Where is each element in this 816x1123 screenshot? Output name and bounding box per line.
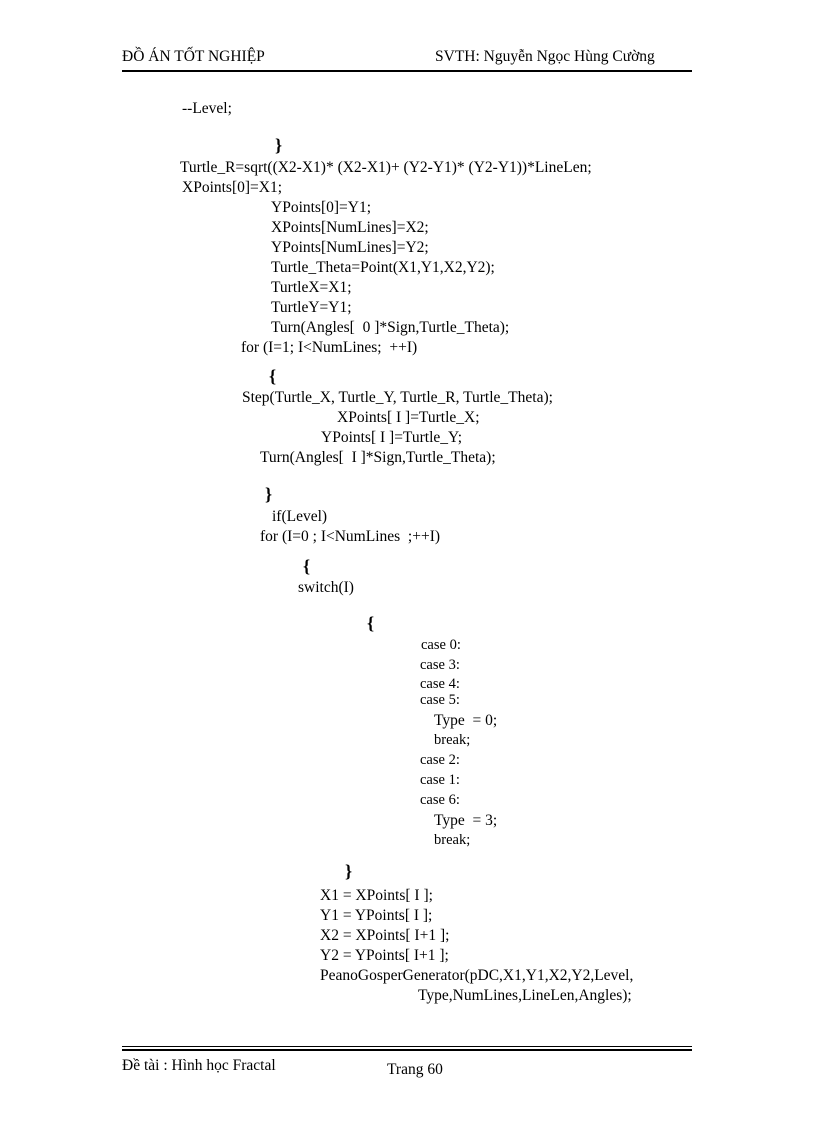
code-brace: } [275, 135, 283, 155]
code-line: switch(I) [298, 579, 354, 596]
code-brace: { [269, 366, 277, 386]
code-line: case 1: [420, 772, 460, 788]
code-line: break; [434, 832, 471, 848]
code-line: Turn(Angles[ I ]*Sign,Turtle_Theta); [260, 449, 496, 466]
code-line: XPoints[0]=X1; [182, 179, 283, 196]
code-line: if(Level) [272, 508, 328, 525]
code-line: Type = 3; [434, 812, 498, 829]
code-line: case 6: [420, 792, 460, 808]
code-line: TurtleX=X1; [271, 279, 352, 296]
code-brace: { [303, 556, 311, 576]
code-line: Turtle_R=sqrt((X2-X1)* (X2-X1)+ (Y2-Y1)* (Y2-Y1))*LineLen; [180, 159, 592, 176]
page-number: Trang 60 [387, 1061, 443, 1078]
header-project-title: ĐỒ ÁN TỐT NGHIỆP [122, 48, 265, 65]
code-line: PeanoGosperGenerator(pDC,X1,Y1,X2,Y2,Level, [320, 967, 634, 984]
code-line: XPoints[NumLines]=X2; [271, 219, 429, 236]
code-line: Turtle_Theta=Point(X1,Y1,X2,Y2); [271, 259, 495, 276]
code-line: case 2: [420, 752, 460, 768]
footer-topic: Đề tài : Hình học Fractal [122, 1057, 276, 1074]
code-line: Step(Turtle_X, Turtle_Y, Turtle_R, Turtle_Theta); [242, 389, 553, 406]
code-brace: { [367, 613, 375, 633]
code-line: TurtleY=Y1; [271, 299, 352, 316]
code-line: case 4: [420, 676, 460, 692]
code-line: Turn(Angles[ 0 ]*Sign,Turtle_Theta); [271, 319, 510, 336]
header-rule [122, 70, 692, 72]
code-line: X1 = XPoints[ I ]; [320, 887, 433, 904]
header-student-name: SVTH: Nguyễn Ngọc Hùng Cường [435, 48, 655, 65]
footer-rule-bottom [122, 1049, 692, 1051]
code-line: for (I=1; I<NumLines; ++I) [241, 339, 418, 356]
code-line: case 5: [420, 692, 460, 708]
code-line: --Level; [182, 100, 232, 117]
code-line: case 3: [420, 657, 460, 673]
code-line: Y1 = YPoints[ I ]; [320, 907, 433, 924]
code-line: X2 = XPoints[ I+1 ]; [320, 927, 450, 944]
code-line: for (I=0 ; I<NumLines ;++I) [260, 528, 441, 545]
code-line: YPoints[NumLines]=Y2; [271, 239, 429, 256]
code-line: case 0: [421, 637, 461, 653]
code-line: Type,NumLines,LineLen,Angles); [418, 987, 632, 1004]
code-line: break; [434, 732, 471, 748]
code-brace: } [265, 484, 273, 504]
code-brace: } [345, 861, 353, 881]
code-line: Type = 0; [434, 712, 498, 729]
code-line: Y2 = YPoints[ I+1 ]; [320, 947, 449, 964]
footer-rule-top [122, 1046, 692, 1047]
code-line: YPoints[0]=Y1; [271, 199, 372, 216]
code-line: XPoints[ I ]=Turtle_X; [337, 409, 480, 426]
code-line: YPoints[ I ]=Turtle_Y; [321, 429, 463, 446]
